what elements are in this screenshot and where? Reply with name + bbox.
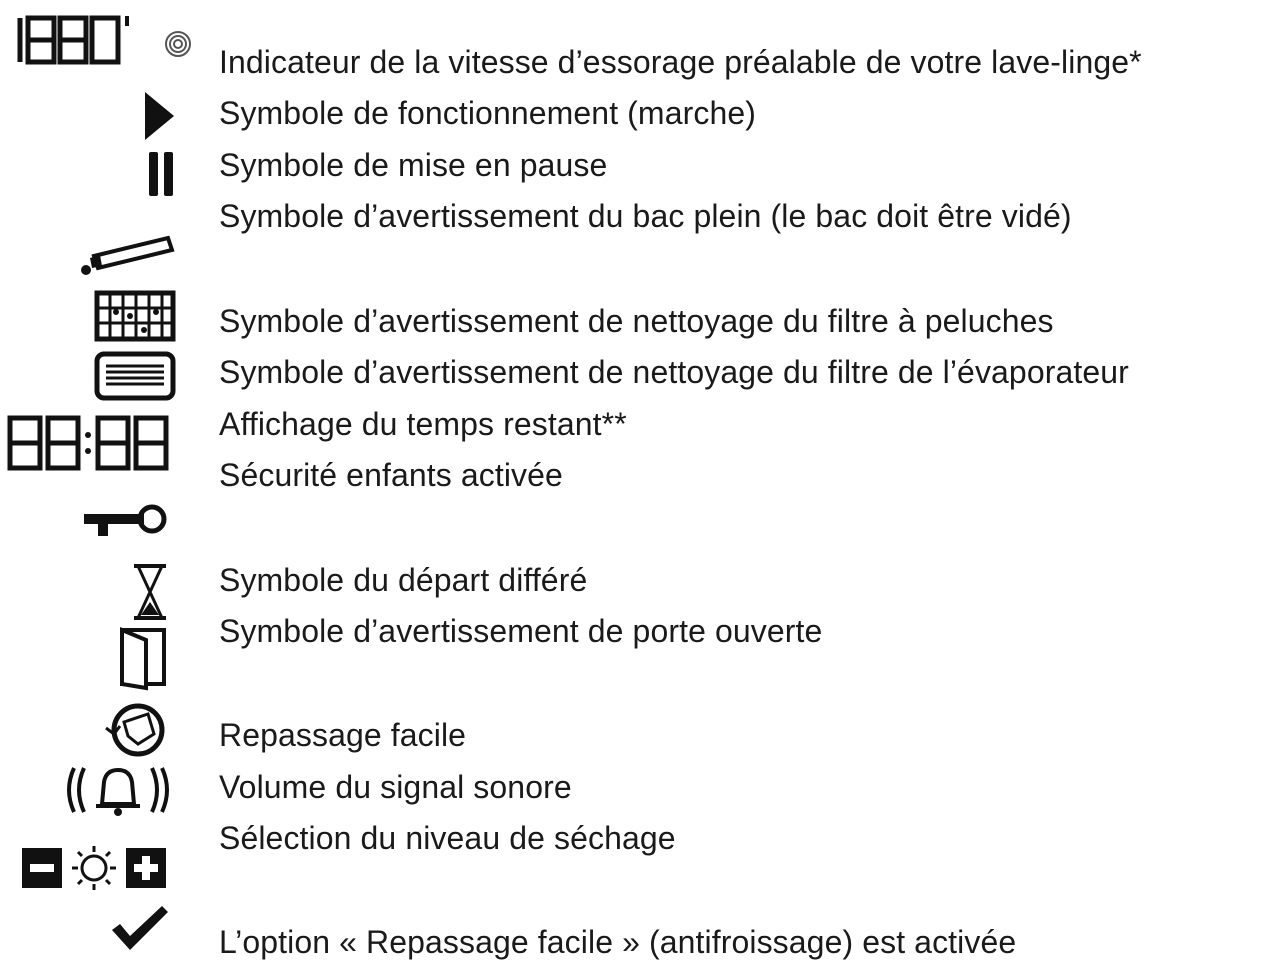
legend-label-easy-iron: Repassage facile [219, 717, 467, 753]
legend-label-running: Symbole de fonctionnement (marche) [219, 95, 756, 131]
play-icon [140, 88, 180, 144]
legend-label-delay-start: Symbole du départ différé [219, 562, 588, 598]
remaining-time-digits-icon [6, 414, 170, 474]
legend-label-spin-speed: Indicateur de la vitesse d’essorage préalable de votre lave-linge* [219, 44, 1142, 80]
bell-icon [62, 760, 174, 820]
checkmark-icon [108, 902, 170, 954]
key-icon [82, 500, 168, 540]
dryness-level-icon [20, 844, 170, 892]
lint-filter-icon [94, 290, 178, 342]
legend-label-buzzer-volume: Volume du signal sonore [219, 769, 572, 805]
legend-label-dryness-level: Sélection du niveau de séchage [219, 820, 676, 856]
evaporator-filter-icon [94, 350, 178, 402]
water-container-icon [76, 228, 180, 280]
legend-label-lint-filter: Symbole d’avertissement de nettoyage du filtre à peluches [219, 303, 1054, 339]
legend-label-evaporator-filter: Symbole d’avertissement de nettoyage du filtre de l’évaporateur [219, 354, 1129, 390]
legend-label-pause: Symbole de mise en pause [219, 147, 608, 183]
door-icon [114, 624, 170, 692]
easy-iron-icon [104, 700, 176, 760]
legend-label-easy-iron-active: L’option « Repassage facile » (antifroissage) est activée [219, 924, 1017, 960]
legend-label-child-lock: Sécurité enfants activée [219, 457, 563, 493]
legend-label-container-full: Symbole d’avertissement du bac plein (le bac doit être vidé) [219, 198, 1072, 234]
legend-label-remaining-time: Affichage du temps restant** [219, 406, 627, 442]
hourglass-icon [128, 562, 172, 622]
pause-icon [146, 146, 178, 202]
legend-label-door-open: Symbole d’avertissement de porte ouverte [219, 613, 823, 649]
spin-speed-digits-icon [14, 14, 194, 70]
